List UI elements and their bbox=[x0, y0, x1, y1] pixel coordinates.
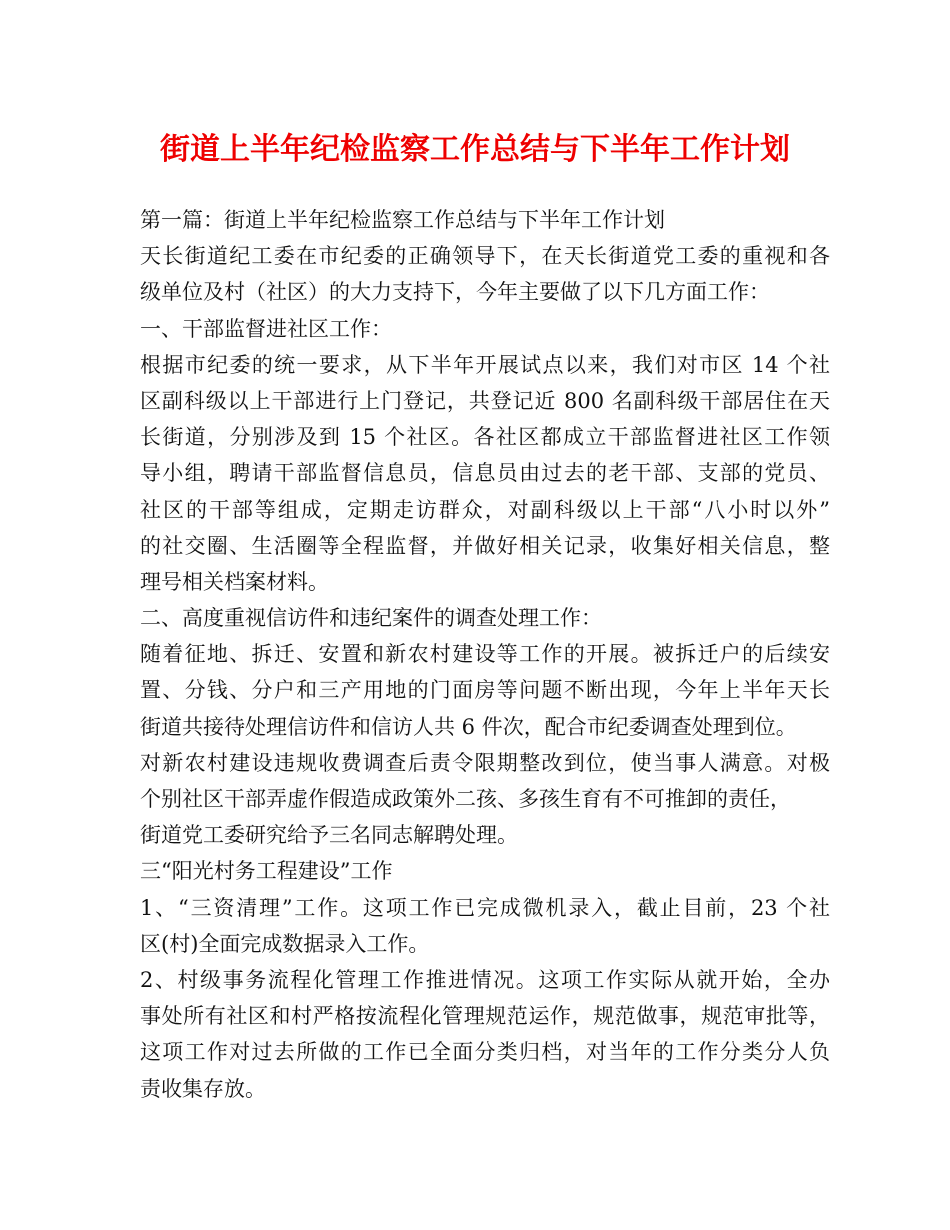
paragraph-line: 区(村)全面完成数据录入工作。 bbox=[140, 931, 430, 956]
paragraph-line: 事处所有社区和村严格按流程化管理规范运作，规范做事，规范审批等， bbox=[140, 1004, 830, 1029]
paragraph-line: 2、村级事务流程化管理工作推进情况。这项工作实际从就开始，全办 bbox=[140, 967, 830, 992]
paragraph-line: 对新农村建设违规收费调查后责令限期整改到位，使当事人满意。对极 bbox=[140, 750, 830, 775]
paragraph-line: 天长街道纪工委在市纪委的正确领导下，在天长街道党工委的重视和各 bbox=[140, 244, 830, 269]
paragraph-line: 个别社区干部弄虚作假造成政策外二孩、多孩生育有不可推卸的责任， bbox=[140, 787, 791, 811]
document-title: 街道上半年纪检监察工作总结与下半年工作计划 bbox=[160, 132, 790, 167]
section-heading: 一、干部监督进社区工作： bbox=[140, 316, 392, 341]
section-heading: 第一篇：街道上半年纪检监察工作总结与下半年工作计划 bbox=[140, 208, 665, 232]
paragraph-line: 1、“三资清理”工作。这项工作已完成微机录入，截止目前，23 个社 bbox=[140, 895, 830, 920]
section-heading: 三“阳光村务工程建设”工作 bbox=[140, 859, 393, 884]
paragraph-line: 级单位及村（社区）的大力支持下，今年主要做了以下几方面工作： bbox=[140, 280, 770, 305]
paragraph-line: 街道共接待处理信访件和信访人共 6 件次，配合市纪委调查处理到位。 bbox=[140, 714, 797, 739]
section-heading: 二、高度重视信访件和违纪案件的调查处理工作： bbox=[140, 606, 602, 631]
paragraph-line: 置、分钱、分户和三产用地的门面房等问题不断出现，今年上半年天长 bbox=[140, 678, 830, 703]
paragraph-line: 长街道，分别涉及到 15 个社区。各社区都成立干部监督进社区工作领 bbox=[140, 425, 830, 450]
paragraph-line: 责收集存放。 bbox=[140, 1076, 266, 1101]
paragraph-line: 社区的干部等组成，定期走访群众，对副科级以上干部“八小时以外” bbox=[140, 497, 830, 522]
paragraph-line: 导小组，聘请干部监督信息员，信息员由过去的老干部、支部的党员、 bbox=[140, 461, 830, 486]
document-body bbox=[140, 202, 830, 1107]
paragraph-line: 根据市纪委的统一要求，从下半年开展试点以来，我们对市区 14 个社 bbox=[140, 352, 830, 377]
paragraph-line: 这项工作对过去所做的工作已全面分类归档，对当年的工作分类分人负 bbox=[140, 1040, 830, 1065]
paragraph-line: 区副科级以上干部进行上门登记，共登记近 800 名副科级干部居住在天 bbox=[140, 388, 830, 413]
paragraph-line: 随着征地、拆迁、安置和新农村建设等工作的开展。被拆迁户的后续安 bbox=[140, 642, 830, 667]
paragraph-line: 的社交圈、生活圈等全程监督，并做好相关记录，收集好相关信息，整 bbox=[140, 533, 830, 558]
paragraph-line: 街道党工委研究给予三名同志解聘处理。 bbox=[140, 823, 518, 848]
paragraph-line: 理号相关档案材料。 bbox=[140, 569, 329, 594]
